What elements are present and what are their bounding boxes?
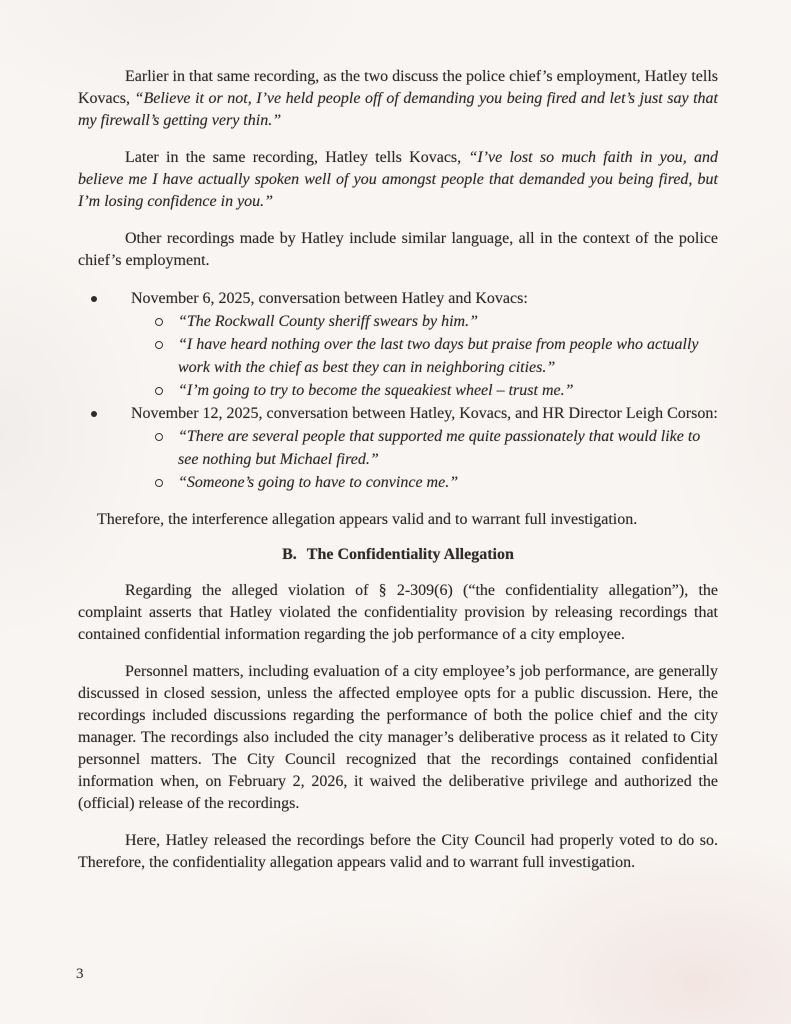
paragraph-personnel-matters: Personnel matters, including evaluation of a city employee’s job performance, are generally discussed in closed session, unless the affected employee opts for a public discussion. Here, the recordings included discussions regarding the performance of both the police chief and the city manager. The recordings also included the city manager’s deliberative process as it related to City personnel matters. The City Council recognized that the recordings contained confidential information when, on February 2, 2026, it waived the deliberative privilege and authorized the (official) release of the recordings. [78,663,718,812]
quoted-speech: “I have heard nothing over the last two days but praise from people who actually work with the chief as best they can in neighboring cities.” [178,336,699,376]
quoted-speech: “The Rockwall County sheriff swears by him.” [178,313,478,330]
quoted-speech: “I’m going to try to become the squeakiest wheel – trust me.” [178,382,574,399]
list-subitem-quote [78,310,718,333]
quoted-speech: “There are several people that supported me quite passionately that would like to see nothing but Michael fired.” [178,428,701,468]
list-item-label: November 6, 2025, conversation between Hatley and Kovacs: [131,290,528,307]
list-subitem-quote [78,379,718,402]
bullet-circle-icon [155,425,178,471]
bullet-circle-icon [155,379,178,402]
list-subitem-quote [78,333,718,379]
paragraph-earlier-recording [78,66,718,132]
list-item-november-12 [78,402,718,425]
paragraph-confidentiality-conclusion: Here, Hatley released the recordings before the City Council had properly voted to do so. Therefore, the confidentiality allegation appears valid and to warrant full investigation. [78,832,718,871]
bullet-circle-icon [155,333,178,379]
paragraph-lead-text: Earlier in that same recording, as the two discuss the police chief’s employment, Hatley tells Kovacs, [78,68,718,107]
list-item-label: November 12, 2025, conversation between Hatley, Kovacs, and HR Director Leigh Corson: [131,405,718,422]
quoted-speech: “Believe it or not, I’ve held people off of demanding you being fired and let’s just say that my firewall’s getting very thin.” [78,90,719,129]
paragraph-regarding-violation: Regarding the alleged violation of § 2-309(6) (“the confidentiality allegation”), the complaint asserts that Hatley violated the confidentiality provision by releasing recordings that contained confidential information regarding the job performance of a city employee. [78,582,718,643]
quoted-speech: “I’ve lost so much faith in you, and believe me I have actually spoken well of you amongst people that demanded you being fired, but I’m losing confidence in you.” [78,149,719,210]
section-heading-letter: B. [282,546,297,563]
paragraph-lead-text: Later in the same recording, Hatley tells Kovacs, [125,149,469,166]
paragraph-interference-conclusion: Therefore, the interference allegation appears valid and to warrant full investigation. [97,511,638,528]
list-item-november-6 [78,287,718,310]
bullet-circle-icon [155,471,178,494]
quoted-speech: “Someone’s going to have to convince me.” [178,474,459,491]
paragraph-other-recordings: Other recordings made by Hatley include similar language, all in the context of the police chief’s employment. [78,230,718,269]
section-heading-title: The Confidentiality Allegation [306,546,514,563]
page-number: 3 [76,966,84,982]
bullet-dot-icon [91,287,131,310]
list-subitem-quote [78,425,718,471]
recordings-bullet-list [78,287,718,494]
bullet-dot-icon [91,402,131,425]
paragraph-later-recording [78,147,718,213]
list-subitem-quote [78,471,718,494]
bullet-circle-icon [155,310,178,333]
section-heading-confidentiality [78,544,718,566]
page-body [78,66,718,889]
